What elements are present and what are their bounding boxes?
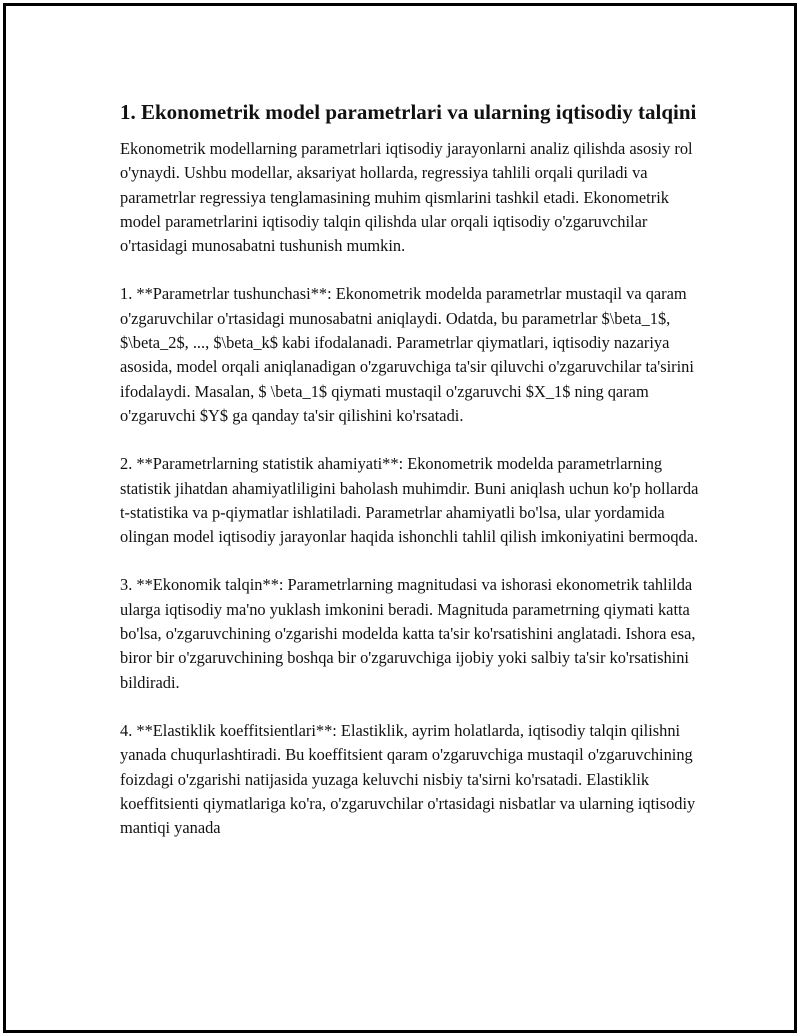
paragraph-elasticity: 4. **Elastiklik koeffitsientlari**: Elastiklik, ayrim holatlarda, iqtisodiy talqin qilishni yanada chuqurlashtiradi. Bu koeffitsient qaram o'zgaruvchiga mustaqil o'zgaruvchining foizdagi o'zgarishi natijasida yuzaga keluvchi nisbiy ta'sirni ko'rsatadi. Elastiklik koeffitsienti qiymatlariga ko'ra, o'zgaruvchilar o'rtasidagi nisbatlar va ularning iqtisodiy mantiqi yanada — [120, 720, 696, 838]
paragraph-statistical-significance: 2. **Parametrlarning statistik ahamiyati**: Ekonometrik modelda parametrlarning statistik jihatdan ahamiyatliligini baholash muhimdir. Buni aniqlash uchun ko'p hollarda t-statistika va p-qiymatlar ishlatiladi. Parametrlar ahamiyatli bo'lsa, ular yordamida olingan model iqtisodiy jarayonlar haqida ishonchli tahlil qilish imkoniyatini bermoqda. — [120, 454, 699, 547]
paragraph-parameters-concept: 1. **Parametrlar tushunchasi**: Ekonometrik modelda parametrlar mustaqil va qaram o'zgaruvchilar o'rtasidagi munosabatni aniqlaydi. Odatda, bu parametrlar $\beta_1$, $\beta_2$, ..., $\beta_k$ kabi ifodalanadi. Parametrlar qiymatlari, iqtisodiy nazariya asosida, model orqali aniqlanadigan o'zgaruvchiga ta'sir qiluvchi o'zgaruvchilar ta'sirini ifodalaydi. Masalan, $ \beta_1$ qiymati mustaqil o'zgaruvchi $X_1$ ning qaram o'zgaruvchi $Y$ ga qanday ta'sir qilishini ko'rsatadi. — [120, 284, 694, 425]
document-body — [120, 98, 700, 864]
intro-paragraph: Ekonometrik modellarning parametrlari iqtisodiy jarayonlarni analiz qilishda asosiy rol o'ynaydi. Ushbu modellar, aksariyat hollarda, regressiya tahlili orqali quriladi va parametrlar regressiya tenglamasining muhim qismlarini tashkil etadi. Ekonometrik model parametrlarini iqtisodiy talqin qilishda ular orqali iqtisodiy o'zgaruvchilar o'rtasidagi munosabatni tushunish mumkin. — [120, 139, 693, 256]
section-heading: 1. Ekonometrik model parametrlari va ularning iqtisodiy talqini — [120, 100, 697, 124]
paragraph-economic-interpretation: 3. **Ekonomik talqin**: Parametrlarning magnitudasi va ishorasi ekonometrik tahlilda ularga iqtisodiy ma'no yuklash imkonini beradi. Magnituda parametrning qiymati katta bo'lsa, o'zgaruvchining o'zgarishi modelda katta ta'sir ko'rsatishini anglatadi. Ishora esa, biror bir o'zgaruvchining boshqa bir o'zgaruvchiga ijobiy yoki salbiy ta'sir ko'rsatishini bildiradi. — [120, 575, 696, 692]
page-frame — [3, 3, 797, 1033]
